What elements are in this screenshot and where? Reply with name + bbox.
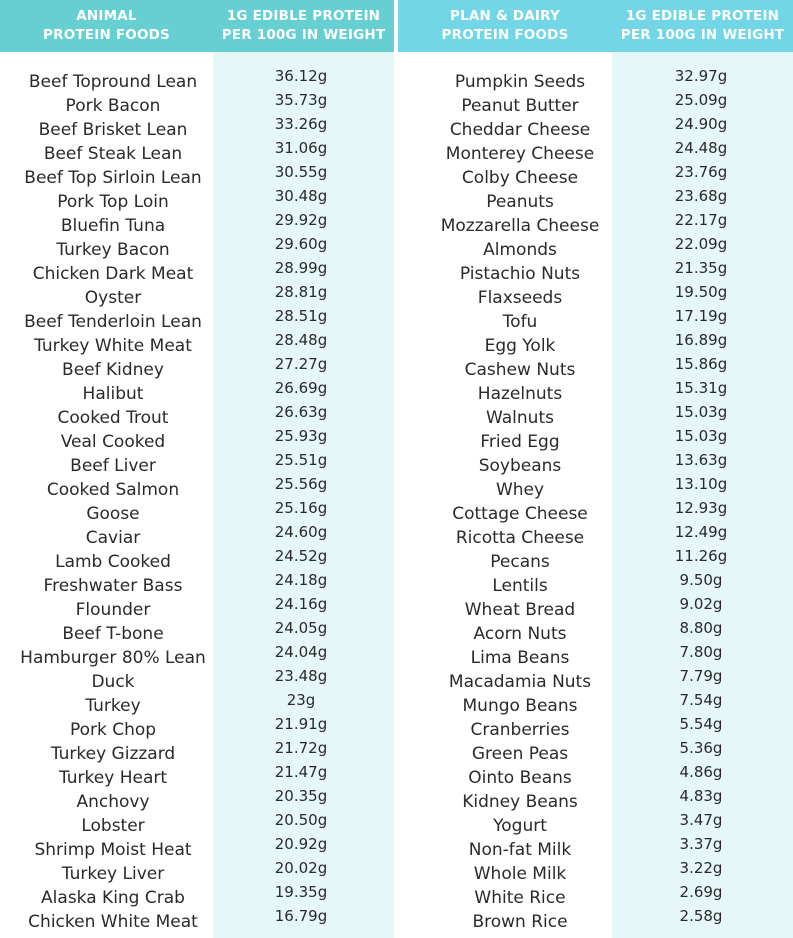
protein-value: 7.54g: [679, 691, 723, 709]
protein-value: 7.80g: [679, 643, 723, 661]
protein-value: 23g: [286, 691, 316, 709]
food-name: Non-fat Milk: [468, 840, 572, 860]
table-row: [398, 907, 793, 934]
food-name: Veal Cooked: [60, 432, 166, 452]
food-name: Cashew Nuts: [464, 360, 576, 380]
protein-value: 29.60g: [274, 235, 328, 253]
food-name: Monterey Cheese: [445, 144, 595, 164]
protein-value: 20.92g: [274, 835, 328, 853]
food-name: Caviar: [85, 528, 141, 548]
protein-value: 22.17g: [674, 211, 728, 229]
food-name: Mungo Beans: [462, 696, 578, 716]
protein-value: 21.91g: [274, 715, 328, 733]
protein-value: 21.47g: [274, 763, 328, 781]
protein-value: 22.09g: [674, 235, 728, 253]
protein-value: 20.50g: [274, 811, 328, 829]
food-name: Egg Yolk: [484, 336, 556, 356]
food-name: Pecans: [490, 552, 550, 572]
protein-value: 17.19g: [674, 307, 728, 325]
food-name: Pork Chop: [69, 720, 157, 740]
protein-value: 28.48g: [274, 331, 328, 349]
protein-value: 24.18g: [274, 571, 328, 589]
food-name: Pork Top Loin: [57, 192, 169, 212]
protein-value: 36.12g: [274, 67, 328, 85]
plant-protein-header: 1G EDIBLE PROTEIN PER 100G IN WEIGHT: [620, 8, 785, 43]
food-name: Green Peas: [471, 744, 569, 764]
food-name: Lamb Cooked: [55, 552, 171, 572]
food-name: Fried Egg: [480, 432, 560, 452]
protein-value: 16.79g: [274, 907, 328, 925]
protein-value: 25.09g: [674, 91, 728, 109]
protein-value: 30.48g: [274, 187, 328, 205]
protein-value: 12.93g: [674, 499, 728, 517]
protein-value: 24.04g: [274, 643, 328, 661]
food-name: Turkey: [85, 696, 141, 716]
protein-value: 24.16g: [274, 595, 328, 613]
food-name: Walnuts: [486, 408, 554, 428]
protein-value: 28.99g: [274, 259, 328, 277]
protein-value: 25.56g: [274, 475, 328, 493]
protein-value: 5.54g: [679, 715, 723, 733]
food-name: Beef Tenderloin Lean: [24, 312, 202, 332]
food-name: Lobster: [81, 816, 145, 836]
protein-value: 35.73g: [274, 91, 328, 109]
protein-value: 21.72g: [274, 739, 328, 757]
food-name: Ointo Beans: [468, 768, 572, 788]
plant-foods-header: PLAN & DAIRY PROTEIN FOODS: [441, 8, 569, 43]
food-name: Mozzarella Cheese: [440, 216, 600, 236]
food-name: Shrimp Moist Heat: [34, 840, 192, 860]
protein-value: 21.35g: [674, 259, 728, 277]
food-name: Pistachio Nuts: [459, 264, 581, 284]
food-name: Turkey White Meat: [34, 336, 192, 356]
food-name: Alaska King Crab: [41, 888, 185, 908]
protein-value: 11.26g: [674, 547, 728, 565]
protein-value: 9.02g: [679, 595, 723, 613]
food-name: Beef Steak Lean: [43, 144, 183, 164]
food-name: Peanuts: [486, 192, 554, 212]
protein-value: 24.52g: [274, 547, 328, 565]
food-name: Anchovy: [76, 792, 150, 812]
food-name: Kidney Beans: [462, 792, 578, 812]
food-name: Hazelnuts: [477, 384, 563, 404]
protein-value: 15.31g: [674, 379, 728, 397]
table-row: [0, 907, 394, 934]
food-name: Tofu: [502, 312, 538, 332]
food-name: Goose: [86, 504, 140, 524]
food-name: Flaxseeds: [477, 288, 563, 308]
protein-value: 24.05g: [274, 619, 328, 637]
food-name: Chicken White Meat: [28, 912, 198, 932]
protein-value: 3.22g: [679, 859, 723, 877]
animal-protein-table: [0, 0, 394, 938]
food-name: Almonds: [483, 240, 557, 260]
food-name: Duck: [91, 672, 135, 692]
protein-value: 3.47g: [679, 811, 723, 829]
food-name: Beef Kidney: [62, 360, 164, 380]
protein-value: 30.55g: [274, 163, 328, 181]
protein-value: 24.90g: [674, 115, 728, 133]
food-name: Macadamia Nuts: [448, 672, 592, 692]
protein-value: 33.26g: [274, 115, 328, 133]
food-name: Pumpkin Seeds: [454, 72, 586, 92]
food-name: Wheat Bread: [464, 600, 576, 620]
protein-value: 4.86g: [679, 763, 723, 781]
food-name: Pork Bacon: [65, 96, 161, 116]
animal-foods-header: ANIMAL PROTEIN FOODS: [43, 8, 170, 43]
protein-value: 13.63g: [674, 451, 728, 469]
food-name: Cooked Salmon: [46, 480, 180, 500]
protein-value: 8.80g: [679, 619, 723, 637]
food-name: Cheddar Cheese: [449, 120, 591, 140]
protein-value: 13.10g: [674, 475, 728, 493]
food-name: Hamburger 80% Lean: [20, 648, 206, 668]
food-name: Lentils: [492, 576, 548, 596]
food-name: Acorn Nuts: [473, 624, 567, 644]
protein-value: 20.02g: [274, 859, 328, 877]
protein-value: 2.58g: [679, 907, 723, 925]
food-name: Cooked Trout: [57, 408, 169, 428]
animal-protein-header: 1G EDIBLE PROTEIN PER 100G IN WEIGHT: [221, 8, 386, 43]
protein-value: 3.37g: [679, 835, 723, 853]
protein-value: 28.81g: [274, 283, 328, 301]
food-name: Whey: [495, 480, 545, 500]
food-name: Beef Top Sirloin Lean: [24, 168, 202, 188]
animal-table-header: [0, 0, 394, 52]
food-name: Chicken Dark Meat: [32, 264, 194, 284]
protein-value: 20.35g: [274, 787, 328, 805]
protein-value: 7.79g: [679, 667, 723, 685]
protein-value: 26.63g: [274, 403, 328, 421]
protein-value: 23.68g: [674, 187, 728, 205]
food-name: White Rice: [474, 888, 566, 908]
food-name: Lima Beans: [470, 648, 570, 668]
protein-value: 31.06g: [274, 139, 328, 157]
protein-value: 15.03g: [674, 403, 728, 421]
protein-value: 28.51g: [274, 307, 328, 325]
food-name: Flounder: [75, 600, 151, 620]
protein-value: 25.93g: [274, 427, 328, 445]
food-name: Oyster: [84, 288, 142, 308]
food-name: Freshwater Bass: [43, 576, 183, 596]
protein-value: 29.92g: [274, 211, 328, 229]
food-name: Beef T-bone: [62, 624, 164, 644]
food-name: Ricotta Cheese: [455, 528, 585, 548]
protein-value: 24.60g: [274, 523, 328, 541]
protein-value: 4.83g: [679, 787, 723, 805]
plant-rows: [398, 67, 793, 934]
protein-value: 26.69g: [274, 379, 328, 397]
protein-value: 15.03g: [674, 427, 728, 445]
food-name: Peanut Butter: [461, 96, 579, 116]
food-name: Turkey Heart: [58, 768, 168, 788]
protein-value: 9.50g: [679, 571, 723, 589]
food-name: Soybeans: [478, 456, 562, 476]
food-name: Whole Milk: [473, 864, 567, 884]
protein-value: 23.76g: [674, 163, 728, 181]
food-name: Colby Cheese: [461, 168, 579, 188]
food-name: Turkey Liver: [61, 864, 165, 884]
protein-value: 32.97g: [674, 67, 728, 85]
food-name: Turkey Bacon: [56, 240, 170, 260]
protein-value: 15.86g: [674, 355, 728, 373]
food-name: Beef Brisket Lean: [38, 120, 188, 140]
protein-value: 19.35g: [274, 883, 328, 901]
protein-value: 2.69g: [679, 883, 723, 901]
food-name: Halibut: [82, 384, 144, 404]
protein-value: 23.48g: [274, 667, 328, 685]
plant-dairy-protein-table: [398, 0, 793, 938]
food-name: Yogurt: [493, 816, 547, 836]
protein-value: 12.49g: [674, 523, 728, 541]
protein-value: 19.50g: [674, 283, 728, 301]
food-name: Bluefin Tuna: [60, 216, 166, 236]
protein-value: 25.16g: [274, 499, 328, 517]
protein-value: 27.27g: [274, 355, 328, 373]
protein-value: 24.48g: [674, 139, 728, 157]
protein-value: 5.36g: [679, 739, 723, 757]
food-name: Turkey Gizzard: [50, 744, 176, 764]
food-name: Cranberries: [470, 720, 570, 740]
protein-value: 16.89g: [674, 331, 728, 349]
food-name: Beef Topround Lean: [28, 72, 198, 92]
animal-rows: [0, 67, 394, 934]
protein-value: 25.51g: [274, 451, 328, 469]
food-name: Brown Rice: [472, 912, 568, 932]
food-name: Beef Liver: [70, 456, 156, 476]
plant-table-header: [398, 0, 793, 52]
food-name: Cottage Cheese: [452, 504, 588, 524]
